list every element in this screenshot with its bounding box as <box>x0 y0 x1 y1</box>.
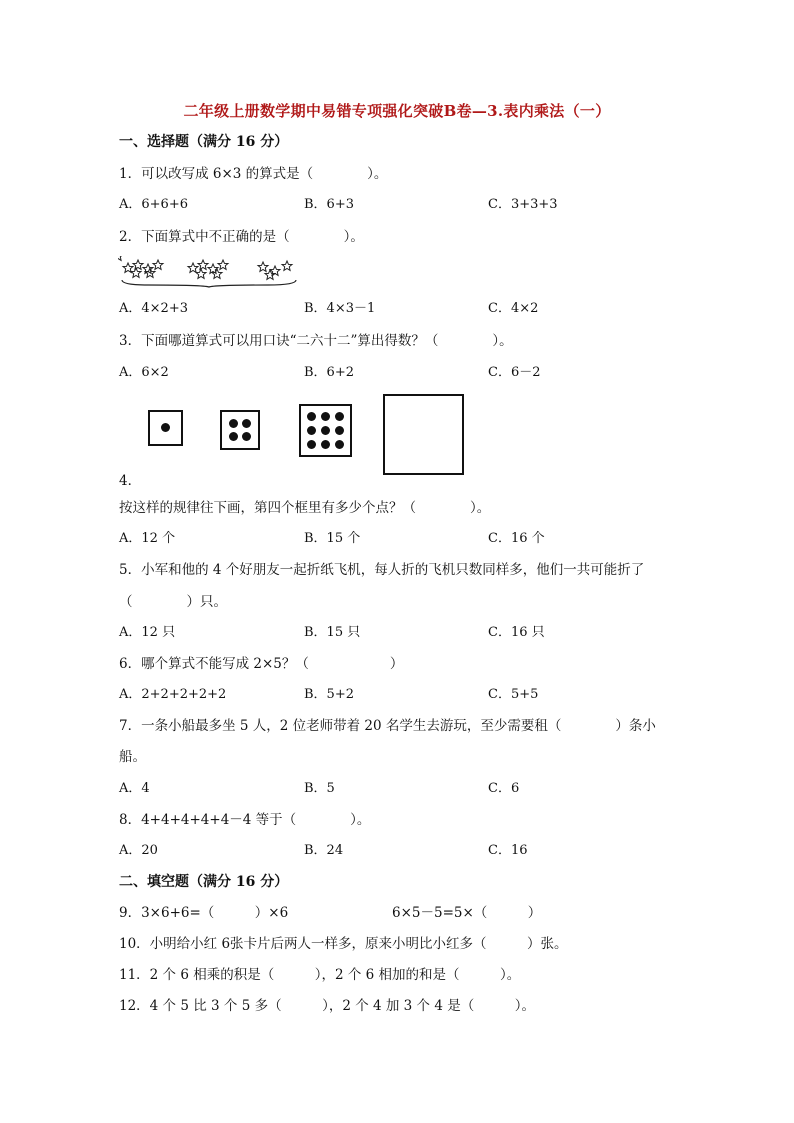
dot <box>335 412 344 421</box>
dot <box>335 440 344 449</box>
dot <box>307 440 316 449</box>
q1-option-a: A．6+6+6 <box>119 197 188 212</box>
question-9-right: 6×5－5=5×（ ） <box>392 905 542 921</box>
dot-box-3 <box>299 404 352 457</box>
q7-option-b: B．5 <box>304 781 335 796</box>
dot-box-4-empty <box>383 394 464 475</box>
dot <box>321 426 330 435</box>
question-2: 2．下面算式中不正确的是（ ）。 <box>119 229 364 245</box>
dot <box>242 432 251 441</box>
q8-option-b: B．24 <box>304 843 344 858</box>
question-1: 1．可以改写成 6×3 的算式是（ ）。 <box>119 166 388 182</box>
question-10: 10．小明给小红 6张卡片后两人一样多，原来小明比小红多（ ）张。 <box>119 936 568 952</box>
page-title: 二年级上册数学期中易错专项强化突破B卷—3.表内乘法（一） <box>183 102 611 120</box>
q6-option-a: A．2+2+2+2+2 <box>119 687 227 702</box>
q2-option-b: B．4×3－1 <box>304 301 376 316</box>
q6-option-b: B．5+2 <box>304 687 354 702</box>
dot <box>229 432 238 441</box>
q3-option-a: A．6×2 <box>119 365 169 380</box>
q7-option-c: C．6 <box>488 781 520 796</box>
q8-option-c: C．16 <box>488 843 528 858</box>
q1-option-c: C．3+3+3 <box>488 197 558 212</box>
q5-option-b: B．15 只 <box>304 625 361 640</box>
dot <box>321 412 330 421</box>
question-6: 6．哪个算式不能写成 2×5？（ ） <box>119 656 404 672</box>
dot <box>161 423 170 432</box>
star-groups-with-brace-icon <box>118 256 300 288</box>
q8-option-a: A．20 <box>119 843 158 858</box>
question-5-continued: （ ）只。 <box>119 594 227 610</box>
dot <box>321 440 330 449</box>
question-9-left: 9．3×6+6=（ ）×6 <box>119 905 289 921</box>
dot <box>307 412 316 421</box>
dot <box>229 419 238 428</box>
q4-option-c: C．16 个 <box>488 531 545 546</box>
q6-option-c: C．5+5 <box>488 687 539 702</box>
q3-option-c: C．6－2 <box>488 365 541 380</box>
question-8: 8．4+4+4+4+4－4 等于（ ）。 <box>119 812 371 828</box>
question-5: 5．小军和他的 4 个好朋友一起折纸飞机，每人折的飞机只数同样多，他们一共可能折了 <box>119 562 645 578</box>
question-7-continued: 船。 <box>119 749 146 765</box>
q3-option-b: B．6+2 <box>304 365 354 380</box>
section-fill-heading: 二、填空题（满分 16 分） <box>119 874 289 890</box>
question-3: 3．下面哪道算式可以用口诀“二六十二”算出得数？（ ）。 <box>119 333 513 349</box>
question-7: 7．一条小船最多坐 5 人，2 位老师带着 20 名学生去游玩，至少需要租（ ）条小 <box>119 718 656 734</box>
question-4-number: 4． <box>119 473 142 489</box>
q1-option-b: B．6+3 <box>304 197 354 212</box>
question-11: 11．2 个 6 相乘的积是（ ），2 个 6 相加的和是（ ）。 <box>119 967 521 983</box>
q5-option-c: C．16 只 <box>488 625 545 640</box>
q4-option-a: A．12 个 <box>119 531 176 546</box>
q2-option-a: A．4×2+3 <box>119 301 188 316</box>
q5-option-a: A．12 只 <box>119 625 176 640</box>
q2-option-c: C．4×2 <box>488 301 539 316</box>
q4-option-b: B．15 个 <box>304 531 361 546</box>
dot <box>307 426 316 435</box>
section-choice-heading: 一、选择题（满分 16 分） <box>119 134 289 150</box>
dot-box-2 <box>220 410 260 450</box>
dot <box>335 426 344 435</box>
question-4: 按这样的规律往下画，第四个框里有多少个点？（ ）。 <box>119 500 491 516</box>
q7-option-a: A．4 <box>119 781 150 796</box>
dot <box>242 419 251 428</box>
question-12: 12．4 个 5 比 3 个 5 多（ ），2 个 4 加 3 个 4 是（ ）。 <box>119 998 535 1014</box>
dot-box-1 <box>148 410 183 446</box>
